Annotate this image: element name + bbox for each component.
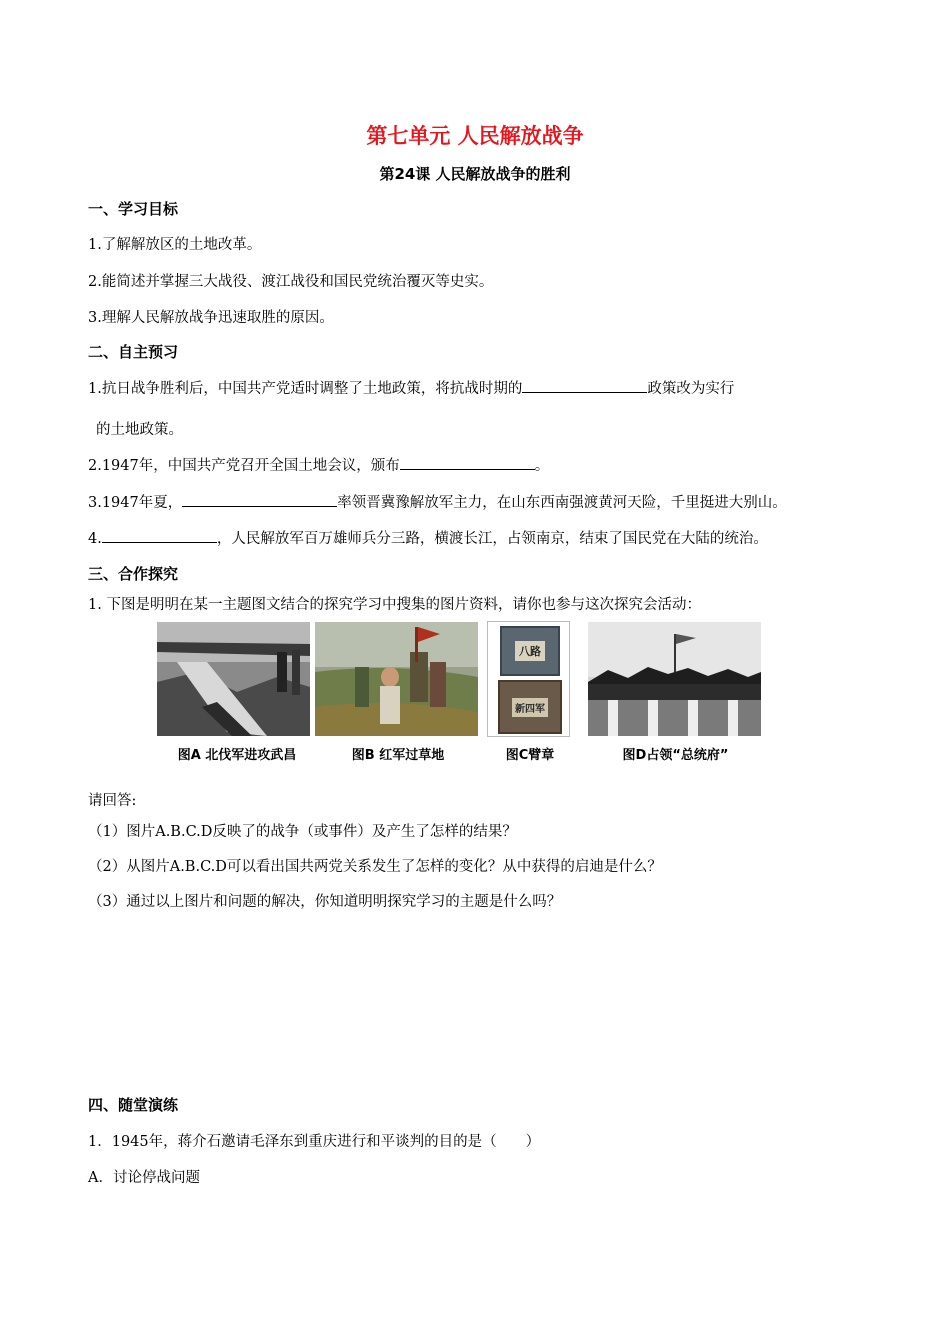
- photo-armbands: [487, 621, 570, 737]
- question-text: 政策改为实行: [647, 381, 735, 397]
- question-text: 率领晋冀豫解放军主力，在山东西南强渡黄河天险，千里挺进大别山。: [337, 495, 787, 511]
- answer-blank[interactable]: [522, 377, 647, 393]
- section-heading-objectives: 一、学习目标: [88, 200, 179, 218]
- inquiry-question: （2）从图片A.B.C.D可以看出国共两党关系发生了怎样的变化？从中获得的启迪是什么？: [88, 859, 662, 875]
- photo-caption-b: 图B 红军过草地: [351, 748, 445, 763]
- lesson-title: 第24课 人民解放战争的胜利: [379, 165, 571, 183]
- photo-northern-expedition: [157, 622, 310, 736]
- photo-caption-d: 图D占领“总统府”: [622, 748, 729, 763]
- answer-blank[interactable]: [400, 454, 535, 470]
- question-text: 3.1947年夏，: [88, 495, 183, 511]
- section-heading-inquiry: 三、合作探究: [88, 565, 179, 583]
- inquiry-question: （1）图片A.B.C.D反映了的战争（或事件）及产生了怎样的结果？: [88, 824, 517, 840]
- answer-prompt: 请回答:: [88, 793, 137, 809]
- objective-item: 3.理解人民解放战争迅速取胜的原因。: [88, 310, 334, 326]
- preview-question-4: [88, 527, 768, 548]
- armband-eighth-route: [500, 626, 560, 676]
- question-text: 4.: [88, 531, 102, 547]
- preview-question-1-cont: 的土地政策。: [96, 422, 183, 438]
- unit-title: 第七单元 人民解放战争: [366, 124, 584, 148]
- photo-caption-a: 图A 北伐军进攻武昌: [177, 748, 297, 763]
- photo-red-army-grassland: [315, 622, 478, 736]
- question-text: 。: [534, 458, 550, 474]
- objective-item: 1.了解解放区的土地改革。: [88, 237, 262, 253]
- inquiry-question: （3）通过以上图片和问题的解决，你知道明明探究学习的主题是什么吗？: [88, 894, 562, 910]
- preview-question-3: [88, 491, 787, 512]
- armband-text: 八路: [515, 641, 545, 661]
- question-text: ，人民解放军百万雄师兵分三路，横渡长江，占领南京，结束了国民党在大陆的统治。: [216, 531, 768, 547]
- objective-item: 2.能简述并掌握三大战役、渡江战役和国民党统治覆灭等史实。: [88, 274, 494, 290]
- photo-presidential-palace: [588, 622, 761, 736]
- question-text: 1.抗日战争胜利后，中国共产党适时调整了土地政策，将抗战时期的: [88, 381, 523, 397]
- practice-option-a[interactable]: A．讨论停战问题: [88, 1170, 200, 1186]
- inquiry-intro: 1. 下图是明明在某一主题图文结合的探究学习中搜集的图片资料，请你也参与这次探究会活动：: [88, 597, 701, 613]
- armband-new-fourth: [498, 680, 562, 734]
- practice-question-1: 1．1945年，蒋介石邀请毛泽东到重庆进行和平谈判的目的是（ ）: [88, 1134, 541, 1150]
- question-text: 2.1947年，中国共产党召开全国土地会议，颁布: [88, 458, 400, 474]
- section-heading-preview: 二、自主预习: [88, 343, 179, 361]
- section-heading-practice: 四、随堂演练: [88, 1096, 179, 1114]
- answer-blank[interactable]: [182, 491, 337, 507]
- preview-question-2: [88, 454, 549, 475]
- answer-blank[interactable]: [102, 527, 217, 543]
- preview-question-1: [88, 377, 734, 398]
- armband-text: 新四军: [512, 698, 548, 717]
- photo-caption-c: 图C臂章: [505, 748, 555, 763]
